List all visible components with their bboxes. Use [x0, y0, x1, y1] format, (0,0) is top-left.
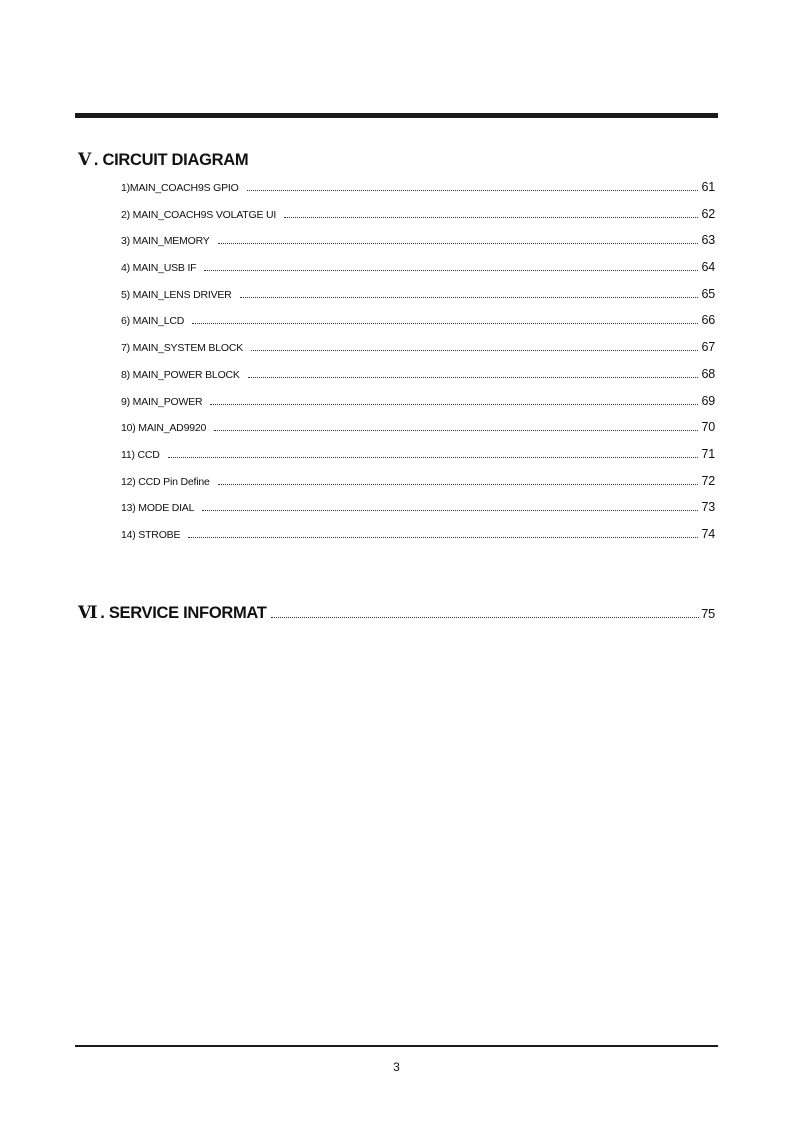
dot-leader: [218, 242, 699, 244]
toc-entry-page: 71: [701, 446, 715, 461]
dot-leader: [168, 456, 699, 458]
toc-entry[interactable]: [121, 447, 715, 474]
toc-entry-page: 62: [701, 206, 715, 221]
toc-entry[interactable]: [121, 313, 715, 340]
toc-entry-page: 70: [701, 420, 715, 435]
dot-leader: [240, 296, 699, 298]
toc-entry[interactable]: [121, 474, 715, 501]
header-rule: [75, 113, 718, 118]
dot-leader: [248, 376, 699, 378]
toc-entry[interactable]: [121, 420, 715, 447]
dot-leader: [202, 509, 698, 511]
toc-entry-page: 73: [701, 500, 715, 515]
toc-entry[interactable]: [121, 287, 715, 314]
toc-entry-label: 10) MAIN_AD9920: [121, 422, 207, 435]
toc-entry-label: 1)MAIN_COACH9S GPIO: [121, 182, 239, 194]
toc-entry-label: 2) MAIN_COACH9S VOLATGE UI: [121, 208, 277, 221]
dot-leader: [188, 536, 698, 538]
section-page: 75: [701, 606, 715, 621]
toc-entry[interactable]: [121, 394, 715, 421]
toc-entry-page: 64: [701, 260, 715, 275]
toc-entry-page: 61: [701, 180, 715, 194]
dot-leader: [204, 269, 698, 271]
toc-entry-label: 13) MODE DIAL: [121, 502, 195, 515]
section-heading-service-information[interactable]: [78, 603, 715, 623]
toc-entry[interactable]: [121, 180, 715, 207]
section-numeral: Ⅵ: [78, 603, 98, 623]
toc-entry-page: 72: [701, 473, 715, 488]
dot-leader: [251, 349, 698, 351]
toc-entry-page: 68: [701, 366, 715, 381]
toc-entry[interactable]: [121, 233, 715, 260]
toc-entry-page: 69: [701, 393, 715, 408]
toc-entry-page: 74: [701, 526, 715, 541]
toc-entry[interactable]: [121, 527, 715, 554]
toc-entry[interactable]: [121, 340, 715, 367]
toc-entry-label: 12) CCD Pin Define: [121, 475, 210, 488]
page-number: 3: [393, 1060, 400, 1074]
toc-entry-label: 11) CCD: [121, 448, 160, 461]
toc-entry-label: 6) MAIN_LCD: [121, 315, 185, 328]
toc-entry-page: 66: [701, 313, 715, 328]
dot-leader: [271, 616, 700, 618]
toc-entry[interactable]: [121, 207, 715, 234]
toc-entry[interactable]: [121, 367, 715, 394]
section-title: . CIRCUIT DIAGRAM: [93, 151, 249, 169]
dot-leader: [218, 483, 699, 485]
toc-entry-label: 9) MAIN_POWER: [121, 395, 203, 408]
toc-entry-label: 3) MAIN_MEMORY: [121, 235, 210, 248]
toc-list-circuit-diagram: [121, 180, 715, 554]
dot-leader: [214, 429, 698, 431]
toc-entry-label: 14) STROBE: [121, 528, 181, 541]
toc-entry-label: 5) MAIN_LENS DRIVER: [121, 288, 232, 301]
toc-entry[interactable]: [121, 500, 715, 527]
section-heading-circuit-diagram[interactable]: [78, 150, 718, 170]
toc-entry-page: 67: [701, 340, 715, 355]
dot-leader: [247, 189, 699, 191]
toc-entry-label: 8) MAIN_POWER BLOCK: [121, 368, 240, 381]
dot-leader: [284, 216, 698, 218]
toc-entry-label: 4) MAIN_USB IF: [121, 262, 197, 275]
toc-entry-page: 65: [701, 286, 715, 301]
toc-entry[interactable]: [121, 260, 715, 287]
dot-leader: [210, 403, 698, 405]
toc-entry-page: 63: [701, 233, 715, 248]
section-numeral: Ⅴ: [78, 150, 91, 170]
toc-entry-label: 7) MAIN_SYSTEM BLOCK: [121, 342, 244, 355]
section-title: . SERVICE INFORMAT: [100, 604, 267, 622]
footer-rule: [75, 1045, 718, 1047]
dot-leader: [192, 322, 698, 324]
